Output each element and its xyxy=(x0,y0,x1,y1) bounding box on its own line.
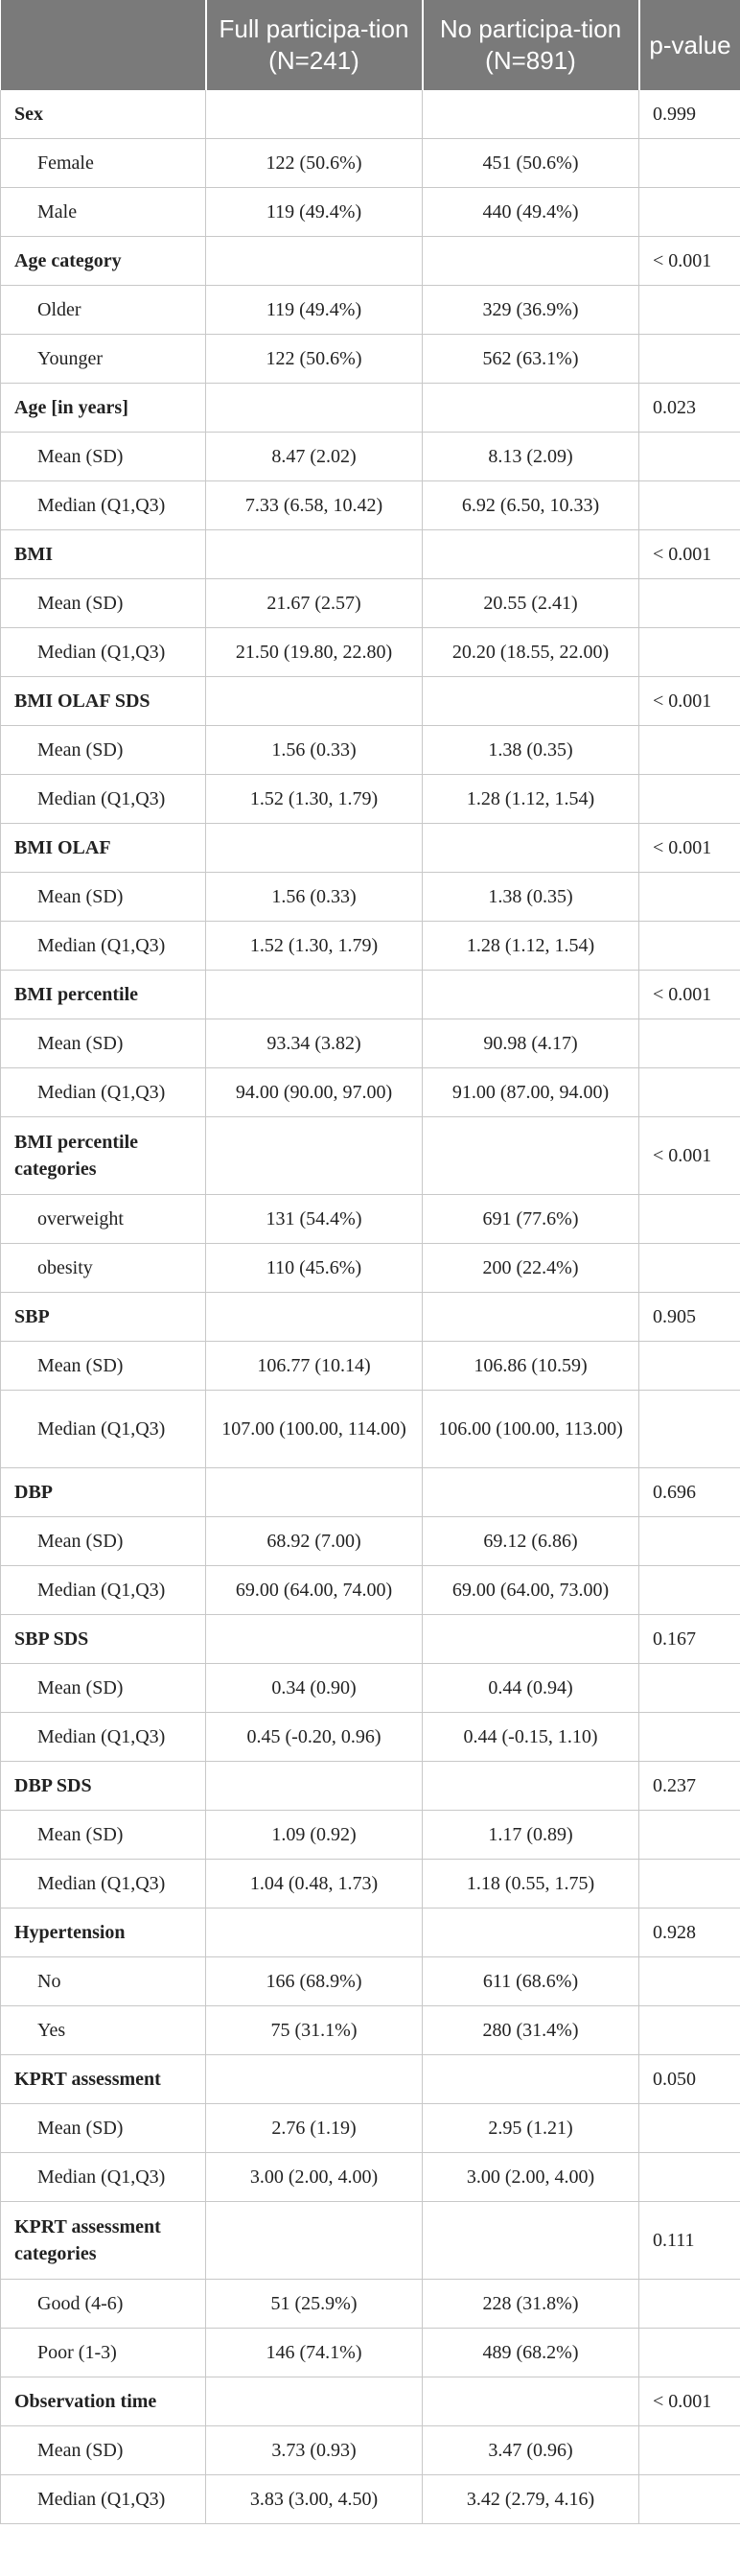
row-label: Mean (SD) xyxy=(1,2104,206,2153)
full-participation-value: 122 (50.6%) xyxy=(206,139,423,188)
table-row xyxy=(1,2426,740,2475)
full-participation-value xyxy=(206,1468,423,1517)
section-row xyxy=(1,1615,740,1664)
p-value xyxy=(639,335,740,384)
p-value: < 0.001 xyxy=(639,2377,740,2426)
p-value: 0.050 xyxy=(639,2055,740,2104)
no-participation-value: 562 (63.1%) xyxy=(423,335,639,384)
row-label: BMI OLAF SDS xyxy=(1,677,206,726)
p-value: < 0.001 xyxy=(639,677,740,726)
header-p-value: p-value xyxy=(639,0,740,90)
p-value: < 0.001 xyxy=(639,1117,740,1195)
no-participation-value xyxy=(423,2055,639,2104)
no-participation-value: 611 (68.6%) xyxy=(423,1957,639,2006)
row-label: BMI xyxy=(1,530,206,579)
p-value xyxy=(639,2426,740,2475)
full-participation-value: 3.83 (3.00, 4.50) xyxy=(206,2475,423,2524)
table-row xyxy=(1,579,740,628)
row-label: Median (Q1,Q3) xyxy=(1,628,206,677)
p-value xyxy=(639,481,740,530)
full-participation-value: 119 (49.4%) xyxy=(206,286,423,335)
row-label: Mean (SD) xyxy=(1,1811,206,1860)
no-participation-value: 91.00 (87.00, 94.00) xyxy=(423,1068,639,1117)
full-participation-value xyxy=(206,237,423,286)
table-row xyxy=(1,2153,740,2202)
no-participation-value xyxy=(423,2202,639,2280)
table-row xyxy=(1,922,740,971)
p-value: 0.928 xyxy=(639,1909,740,1957)
row-label: SBP xyxy=(1,1293,206,1342)
header-row xyxy=(1,0,740,90)
p-value xyxy=(639,1811,740,1860)
full-participation-value: 8.47 (2.02) xyxy=(206,433,423,481)
no-participation-value: 1.28 (1.12, 1.54) xyxy=(423,775,639,824)
no-participation-value xyxy=(423,530,639,579)
full-participation-value: 1.52 (1.30, 1.79) xyxy=(206,775,423,824)
row-label: Median (Q1,Q3) xyxy=(1,481,206,530)
table-body xyxy=(1,90,740,2524)
no-participation-value: 3.42 (2.79, 4.16) xyxy=(423,2475,639,2524)
row-label: Mean (SD) xyxy=(1,433,206,481)
row-label: Mean (SD) xyxy=(1,1517,206,1566)
no-participation-value: 1.38 (0.35) xyxy=(423,726,639,775)
no-participation-value: 0.44 (0.94) xyxy=(423,1664,639,1713)
row-label: Mean (SD) xyxy=(1,873,206,922)
row-label: DBP xyxy=(1,1468,206,1517)
row-label: Mean (SD) xyxy=(1,1019,206,1068)
no-participation-value: 20.20 (18.55, 22.00) xyxy=(423,628,639,677)
no-participation-value xyxy=(423,971,639,1019)
header-variable xyxy=(1,0,206,90)
table-row xyxy=(1,1391,740,1468)
section-row xyxy=(1,530,740,579)
full-participation-value xyxy=(206,971,423,1019)
table-row xyxy=(1,2475,740,2524)
p-value: 0.237 xyxy=(639,1762,740,1811)
row-label: Hypertension xyxy=(1,1909,206,1957)
row-label: Older xyxy=(1,286,206,335)
row-label: Median (Q1,Q3) xyxy=(1,1713,206,1762)
no-participation-value: 6.92 (6.50, 10.33) xyxy=(423,481,639,530)
p-value xyxy=(639,139,740,188)
row-label: DBP SDS xyxy=(1,1762,206,1811)
table-row xyxy=(1,433,740,481)
row-label: BMI percentile categories xyxy=(1,1117,206,1195)
row-label: Mean (SD) xyxy=(1,726,206,775)
table-row xyxy=(1,1068,740,1117)
full-participation-value xyxy=(206,384,423,433)
full-participation-value xyxy=(206,1909,423,1957)
full-participation-value xyxy=(206,2377,423,2426)
full-participation-value xyxy=(206,1615,423,1664)
full-participation-value: 1.56 (0.33) xyxy=(206,873,423,922)
p-value xyxy=(639,1664,740,1713)
no-participation-value: 1.18 (0.55, 1.75) xyxy=(423,1860,639,1909)
full-participation-value: 7.33 (6.58, 10.42) xyxy=(206,481,423,530)
section-row xyxy=(1,2202,740,2280)
full-participation-value xyxy=(206,530,423,579)
no-participation-value: 200 (22.4%) xyxy=(423,1244,639,1293)
p-value xyxy=(639,188,740,237)
row-label: Age category xyxy=(1,237,206,286)
no-participation-value: 329 (36.9%) xyxy=(423,286,639,335)
full-participation-value: 1.56 (0.33) xyxy=(206,726,423,775)
row-label: KPRT assessment xyxy=(1,2055,206,2104)
no-participation-value xyxy=(423,237,639,286)
no-participation-value xyxy=(423,1293,639,1342)
p-value xyxy=(639,873,740,922)
p-value: 0.111 xyxy=(639,2202,740,2280)
row-label: Male xyxy=(1,188,206,237)
no-participation-value xyxy=(423,824,639,873)
full-participation-value: 69.00 (64.00, 74.00) xyxy=(206,1566,423,1615)
no-participation-value: 8.13 (2.09) xyxy=(423,433,639,481)
section-row xyxy=(1,2055,740,2104)
table-row xyxy=(1,1342,740,1391)
section-row xyxy=(1,1117,740,1195)
p-value xyxy=(639,2104,740,2153)
row-label: SBP SDS xyxy=(1,1615,206,1664)
no-participation-value: 0.44 (-0.15, 1.10) xyxy=(423,1713,639,1762)
section-row xyxy=(1,824,740,873)
row-label: Mean (SD) xyxy=(1,2426,206,2475)
p-value xyxy=(639,433,740,481)
row-label: Median (Q1,Q3) xyxy=(1,2475,206,2524)
p-value xyxy=(639,775,740,824)
no-participation-value: 69.12 (6.86) xyxy=(423,1517,639,1566)
no-participation-value xyxy=(423,677,639,726)
full-participation-value xyxy=(206,2202,423,2280)
table-row xyxy=(1,2104,740,2153)
no-participation-value: 20.55 (2.41) xyxy=(423,579,639,628)
section-row xyxy=(1,677,740,726)
no-participation-value: 90.98 (4.17) xyxy=(423,1019,639,1068)
no-participation-value: 2.95 (1.21) xyxy=(423,2104,639,2153)
p-value: 0.167 xyxy=(639,1615,740,1664)
p-value: 0.023 xyxy=(639,384,740,433)
p-value xyxy=(639,1342,740,1391)
no-participation-value xyxy=(423,384,639,433)
full-participation-value: 75 (31.1%) xyxy=(206,2006,423,2055)
full-participation-value: 68.92 (7.00) xyxy=(206,1517,423,1566)
full-participation-value: 1.04 (0.48, 1.73) xyxy=(206,1860,423,1909)
p-value xyxy=(639,2006,740,2055)
full-participation-value: 0.34 (0.90) xyxy=(206,1664,423,1713)
row-label: Median (Q1,Q3) xyxy=(1,1860,206,1909)
full-participation-value: 119 (49.4%) xyxy=(206,188,423,237)
section-row xyxy=(1,1468,740,1517)
header-no-participation: No participa-tion (N=891) xyxy=(423,0,639,90)
p-value xyxy=(639,579,740,628)
section-row xyxy=(1,384,740,433)
full-participation-value xyxy=(206,1762,423,1811)
p-value xyxy=(639,1244,740,1293)
p-value xyxy=(639,1391,740,1468)
full-participation-value: 146 (74.1%) xyxy=(206,2329,423,2377)
no-participation-value xyxy=(423,1615,639,1664)
section-row xyxy=(1,237,740,286)
full-participation-value: 94.00 (90.00, 97.00) xyxy=(206,1068,423,1117)
section-row xyxy=(1,2377,740,2426)
p-value: < 0.001 xyxy=(639,530,740,579)
table-row xyxy=(1,1713,740,1762)
table-row xyxy=(1,2280,740,2329)
header-full-participation: Full participa-tion (N=241) xyxy=(206,0,423,90)
row-label: Median (Q1,Q3) xyxy=(1,1566,206,1615)
full-participation-value xyxy=(206,1117,423,1195)
full-participation-value xyxy=(206,2055,423,2104)
p-value xyxy=(639,2153,740,2202)
no-participation-value xyxy=(423,90,639,139)
table-row xyxy=(1,775,740,824)
p-value: < 0.001 xyxy=(639,824,740,873)
row-label: Age [in years] xyxy=(1,384,206,433)
row-label: overweight xyxy=(1,1195,206,1244)
row-label: Female xyxy=(1,139,206,188)
table-row xyxy=(1,139,740,188)
row-label: Good (4-6) xyxy=(1,2280,206,2329)
table-row xyxy=(1,1957,740,2006)
no-participation-value xyxy=(423,1468,639,1517)
section-row xyxy=(1,90,740,139)
no-participation-value: 1.38 (0.35) xyxy=(423,873,639,922)
p-value: 0.999 xyxy=(639,90,740,139)
table-row xyxy=(1,1566,740,1615)
full-participation-value: 122 (50.6%) xyxy=(206,335,423,384)
row-label: Observation time xyxy=(1,2377,206,2426)
table-row xyxy=(1,1664,740,1713)
row-label: KPRT assessment categories xyxy=(1,2202,206,2280)
table-row xyxy=(1,1195,740,1244)
p-value xyxy=(639,2475,740,2524)
table-row xyxy=(1,2006,740,2055)
no-participation-value: 106.86 (10.59) xyxy=(423,1342,639,1391)
p-value: 0.696 xyxy=(639,1468,740,1517)
full-participation-value: 106.77 (10.14) xyxy=(206,1342,423,1391)
full-participation-value: 21.67 (2.57) xyxy=(206,579,423,628)
table-row xyxy=(1,188,740,237)
row-label: Median (Q1,Q3) xyxy=(1,775,206,824)
p-value: < 0.001 xyxy=(639,971,740,1019)
p-value xyxy=(639,726,740,775)
full-participation-value: 1.52 (1.30, 1.79) xyxy=(206,922,423,971)
full-participation-value xyxy=(206,677,423,726)
no-participation-value: 280 (31.4%) xyxy=(423,2006,639,2055)
p-value xyxy=(639,922,740,971)
p-value xyxy=(639,1068,740,1117)
p-value xyxy=(639,2329,740,2377)
row-label: Yes xyxy=(1,2006,206,2055)
p-value: 0.905 xyxy=(639,1293,740,1342)
row-label: No xyxy=(1,1957,206,2006)
table-row xyxy=(1,335,740,384)
full-participation-value xyxy=(206,1293,423,1342)
p-value xyxy=(639,1195,740,1244)
section-row xyxy=(1,1762,740,1811)
full-participation-value: 93.34 (3.82) xyxy=(206,1019,423,1068)
p-value xyxy=(639,1566,740,1615)
full-participation-value: 107.00 (100.00, 114.00) xyxy=(206,1391,423,1468)
full-participation-value: 2.76 (1.19) xyxy=(206,2104,423,2153)
row-label: Mean (SD) xyxy=(1,1664,206,1713)
no-participation-value: 228 (31.8%) xyxy=(423,2280,639,2329)
section-row xyxy=(1,1909,740,1957)
p-value xyxy=(639,628,740,677)
row-label: Mean (SD) xyxy=(1,1342,206,1391)
row-label: Median (Q1,Q3) xyxy=(1,1068,206,1117)
full-participation-value: 131 (54.4%) xyxy=(206,1195,423,1244)
row-label: Younger xyxy=(1,335,206,384)
no-participation-value xyxy=(423,1909,639,1957)
table-row xyxy=(1,286,740,335)
table-row xyxy=(1,1019,740,1068)
section-row xyxy=(1,1293,740,1342)
full-participation-value: 110 (45.6%) xyxy=(206,1244,423,1293)
table-row xyxy=(1,628,740,677)
row-label: obesity xyxy=(1,1244,206,1293)
row-label: BMI percentile xyxy=(1,971,206,1019)
section-row xyxy=(1,971,740,1019)
p-value xyxy=(639,1517,740,1566)
row-label: Mean (SD) xyxy=(1,579,206,628)
p-value xyxy=(639,1860,740,1909)
no-participation-value: 440 (49.4%) xyxy=(423,188,639,237)
no-participation-value xyxy=(423,1762,639,1811)
p-value xyxy=(639,286,740,335)
full-participation-value: 166 (68.9%) xyxy=(206,1957,423,2006)
no-participation-value: 3.00 (2.00, 4.00) xyxy=(423,2153,639,2202)
p-value xyxy=(639,1957,740,2006)
full-participation-value: 3.73 (0.93) xyxy=(206,2426,423,2475)
no-participation-value: 691 (77.6%) xyxy=(423,1195,639,1244)
full-participation-value: 1.09 (0.92) xyxy=(206,1811,423,1860)
no-participation-value: 69.00 (64.00, 73.00) xyxy=(423,1566,639,1615)
p-value xyxy=(639,1713,740,1762)
full-participation-value xyxy=(206,824,423,873)
no-participation-value: 106.00 (100.00, 113.00) xyxy=(423,1391,639,1468)
row-label: Median (Q1,Q3) xyxy=(1,922,206,971)
no-participation-value xyxy=(423,1117,639,1195)
full-participation-value xyxy=(206,90,423,139)
no-participation-value: 451 (50.6%) xyxy=(423,139,639,188)
table-row xyxy=(1,873,740,922)
row-label: Poor (1-3) xyxy=(1,2329,206,2377)
p-value: < 0.001 xyxy=(639,237,740,286)
no-participation-value: 1.28 (1.12, 1.54) xyxy=(423,922,639,971)
no-participation-value: 489 (68.2%) xyxy=(423,2329,639,2377)
no-participation-value xyxy=(423,2377,639,2426)
row-label: Sex xyxy=(1,90,206,139)
table-row xyxy=(1,1517,740,1566)
full-participation-value: 21.50 (19.80, 22.80) xyxy=(206,628,423,677)
full-participation-value: 3.00 (2.00, 4.00) xyxy=(206,2153,423,2202)
row-label: Median (Q1,Q3) xyxy=(1,1391,206,1468)
table-row xyxy=(1,2329,740,2377)
table-row xyxy=(1,1244,740,1293)
full-participation-value: 51 (25.9%) xyxy=(206,2280,423,2329)
p-value xyxy=(639,1019,740,1068)
no-participation-value: 1.17 (0.89) xyxy=(423,1811,639,1860)
full-participation-value: 0.45 (-0.20, 0.96) xyxy=(206,1713,423,1762)
row-label: BMI OLAF xyxy=(1,824,206,873)
p-value xyxy=(639,2280,740,2329)
table-row xyxy=(1,481,740,530)
no-participation-value: 3.47 (0.96) xyxy=(423,2426,639,2475)
row-label: Median (Q1,Q3) xyxy=(1,2153,206,2202)
table-row xyxy=(1,1860,740,1909)
table-row xyxy=(1,1811,740,1860)
table-row xyxy=(1,726,740,775)
